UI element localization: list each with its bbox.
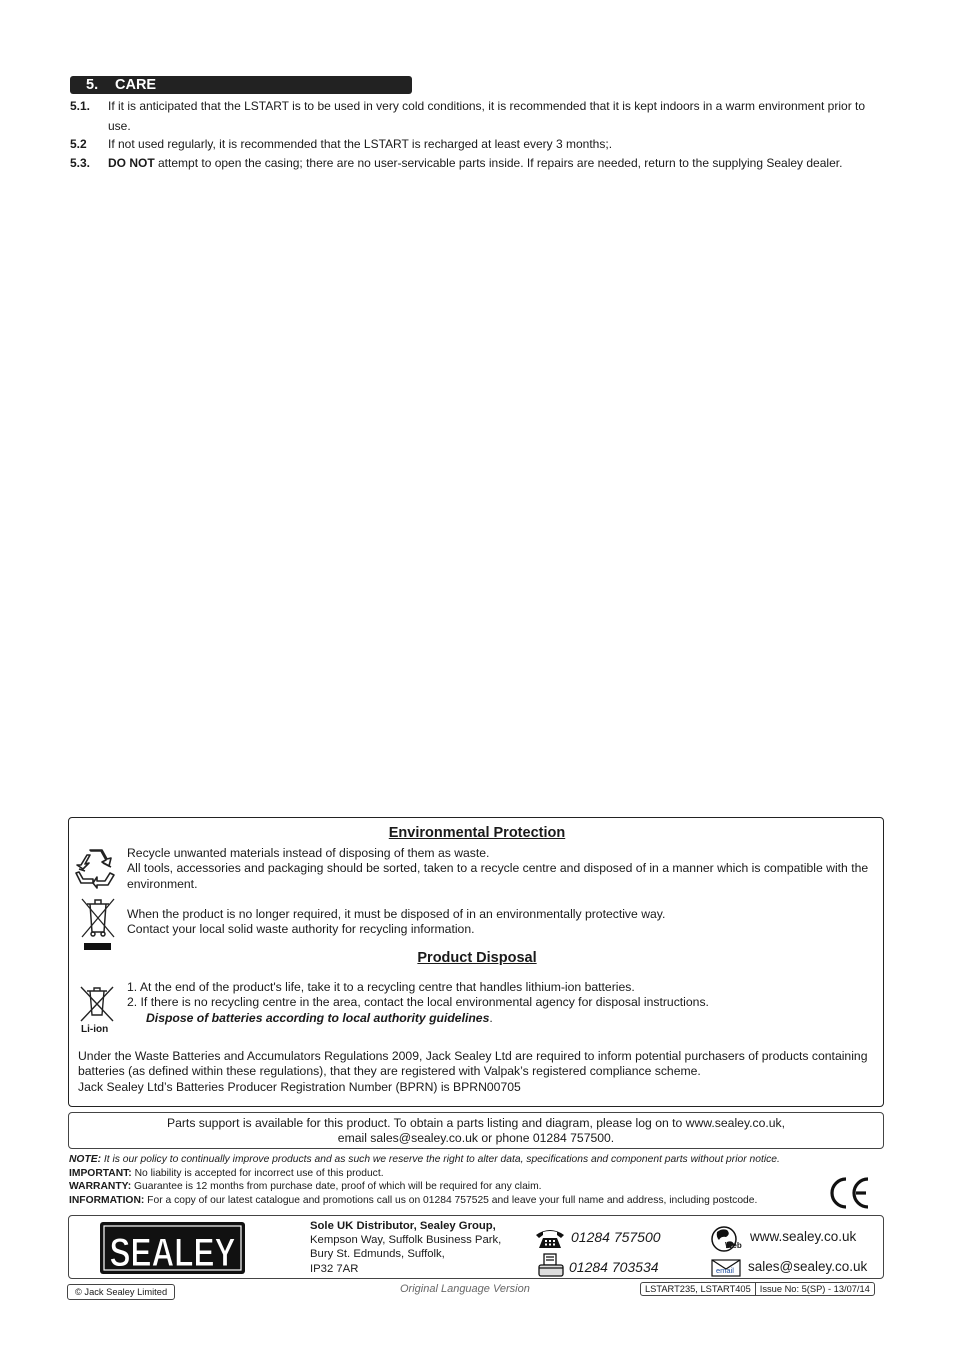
telephone-icon	[534, 1227, 566, 1254]
web-label: Web	[725, 1241, 742, 1250]
section-title: CARE	[115, 77, 157, 93]
address-line: IP32 7AR	[310, 1262, 359, 1275]
original-language-label: Original Language Version	[400, 1283, 530, 1295]
item-number: 5.1.	[70, 99, 91, 113]
disposal-item: 2. If there is no recycling centre in the area, contact the local environmental agency for disposal instructions.	[127, 995, 709, 1010]
parts-line-2: email sales@sealey.co.uk or phone 01284 757500.	[337, 1131, 615, 1145]
model-numbers: LSTART235, LSTART405	[645, 1284, 751, 1294]
item-number: 5.2	[70, 137, 87, 151]
note-text: It is our policy to continually improve products and as such we reserve the right to alter data, specifications and component parts without prior notice.	[101, 1154, 780, 1165]
weee-line: Contact your local solid waste authority for recycling information.	[127, 922, 475, 937]
regulations-line: Under the Waste Batteries and Accumulators Regulations 2009, Jack Sealey Ltd are required to inform potential purchasers of products containing batteries (as defined within these regulations), that they are registered with Valpak’s registered compliance scheme.	[78, 1049, 868, 1079]
care-item-5-3	[70, 154, 880, 174]
disposal-emphasis-row	[127, 1011, 872, 1026]
weee-line: When the product is no longer required, it must be disposed of in an environmentally protective way.	[127, 907, 666, 921]
regulations-line: Jack Sealey Ltd’s Batteries Producer Registration Number (BPRN) is BPRN00705	[78, 1079, 521, 1094]
section-header-care	[70, 76, 412, 94]
disposal-item: 1. At the end of the product's life, take it to a recycling centre that handles lithium-ion batteries.	[127, 980, 635, 994]
note-line	[69, 1153, 780, 1167]
note-label: NOTE:	[69, 1154, 102, 1165]
item-text: If not used regularly, it is recommended that the LSTART is recharged at least every 3 months;.	[108, 137, 613, 151]
section-number: 5.	[86, 77, 99, 93]
email-label: email	[716, 1266, 734, 1275]
disposal-emphasis-end: .	[489, 1010, 493, 1025]
recycle-text	[127, 846, 872, 892]
important-text: No liability is accepted for incorrect use of this product.	[131, 1168, 384, 1179]
logo-text: SEALEY	[109, 1231, 236, 1275]
item-text: attempt to open the casing; there are no user-servicable parts inside. If repairs are needed, return to the supplying Sealey dealer.	[154, 156, 843, 170]
parts-line-1: Parts support is available for this product. To obtain a parts listing and diagram, please log on to www.sealey.co.uk,	[166, 1116, 786, 1130]
phone-number: 01284 757500	[571, 1229, 661, 1245]
information-text: For a copy of our latest catalogue and promotions call us on 01284 757525 and leave your full name and address, including postcode.	[144, 1195, 758, 1206]
distributor-address	[310, 1219, 501, 1276]
sealey-logo	[100, 1222, 245, 1274]
recycle-line: Recycle unwanted materials instead of disposing of them as waste.	[127, 846, 490, 860]
fax-icon	[536, 1253, 566, 1284]
care-item-5-2	[70, 135, 880, 155]
address-line: Kempson Way, Suffolk Business Park,	[310, 1234, 502, 1247]
distributor-name: Sole UK Distributor, Sealey Group,	[310, 1220, 496, 1232]
li-ion-bin-icon	[78, 985, 116, 1028]
email-link[interactable]: sales@sealey.co.uk	[748, 1259, 868, 1274]
disposal-emphasis: Dispose of batteries according to local authority guidelines	[146, 1010, 490, 1025]
disposal-list	[127, 980, 872, 1026]
information-line	[69, 1194, 757, 1208]
item-number: 5.3.	[70, 156, 91, 170]
recycle-icon	[73, 847, 119, 896]
address-line: Bury St. Edmunds, Suffolk,	[310, 1248, 445, 1261]
important-label: IMPORTANT:	[69, 1168, 132, 1179]
weee-text	[127, 907, 872, 938]
copyright-badge: © Jack Sealey Limited	[67, 1284, 175, 1300]
website-link[interactable]: www.sealey.co.uk	[750, 1229, 857, 1244]
fax-number: 01284 703534	[569, 1259, 659, 1275]
recycle-line: All tools, accessories and packaging should be sorted, taken to a recycle centre and disposed of in a manner which is compatible with the environment.	[127, 861, 869, 891]
item-text: If it is anticipated that the LSTART is to be used in very cold conditions, it is recommended that it is kept indoors in a warm environment prior to use.	[108, 99, 866, 133]
crossed-bin-icon	[79, 896, 117, 957]
item-text-wrap	[108, 154, 880, 174]
parts-support-box	[68, 1112, 884, 1149]
ce-mark-icon	[828, 1175, 872, 1216]
warranty-text: Guarantee is 12 months from purchase date, proof of which will be required for any claim.	[131, 1181, 542, 1192]
information-label: INFORMATION:	[69, 1195, 145, 1206]
do-not-emphasis: DO NOT	[108, 156, 155, 170]
product-disposal-title: Product Disposal	[417, 950, 537, 966]
care-item-5-1	[70, 97, 880, 136]
li-ion-label: Li-ion	[81, 1024, 109, 1035]
important-line	[69, 1167, 384, 1181]
warranty-line	[69, 1180, 542, 1194]
environmental-title: Environmental Protection	[388, 825, 566, 841]
issue-badge	[640, 1282, 875, 1296]
issue-number: Issue No: 5(SP) - 13/07/14	[755, 1283, 874, 1295]
warranty-label: WARRANTY:	[69, 1181, 132, 1192]
regulations-text	[78, 1049, 878, 1095]
